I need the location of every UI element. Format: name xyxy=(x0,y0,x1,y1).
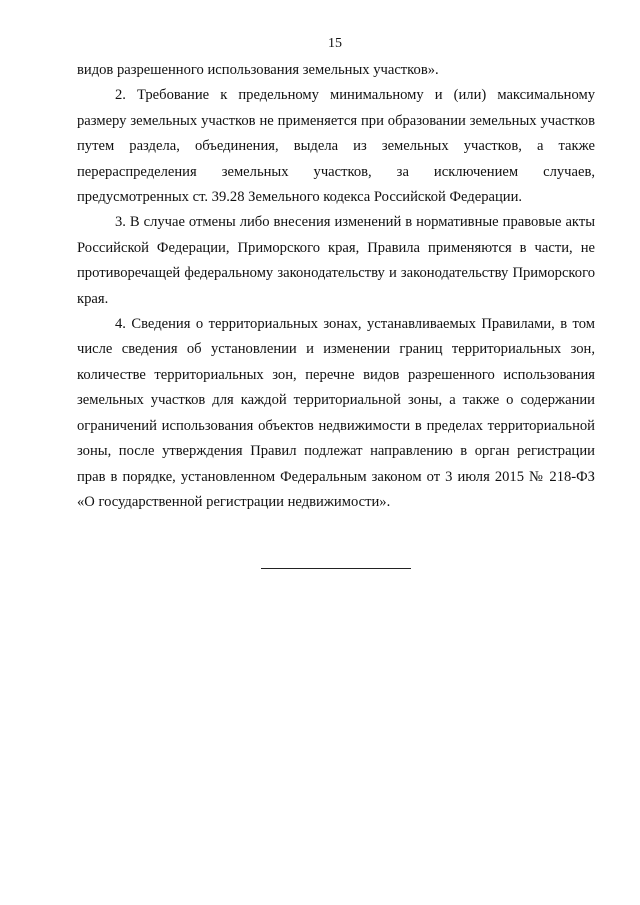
end-of-text-divider xyxy=(261,568,411,569)
paragraph-2: 2. Требование к предельному минимальному и (или) максимальному размеру земельных участков не применяется при образовании земельных участков путем раздела, объединения, выдела из земельных участков, а также перераспределения земельных участков, за исключением случаев, предусмотренных ст. 39.28 Земельного кодекса Российской Федерации. xyxy=(77,87,595,206)
paragraph-4: 4. Сведения о территориальных зонах, устанавливаемых Правилами, в том числе сведения об установлении и изменении границ территориальных зон, количестве территориальных зон, перечне видов разрешенного использования земельных участков для каждой территориальной зоны, а также о содержании ограничений использования объектов недвижимости в пределах территориальной зоны, после утверждения Правил подлежат направлению в орган регистрации прав в порядке, установленном Федеральным законом от 3 июля 2015 № 218-ФЗ «О государственной регистрации недвижимости». xyxy=(77,316,595,510)
paragraph-continuation: видов разрешенного использования земельных участков». xyxy=(77,62,439,78)
page-number: 15 xyxy=(328,36,342,51)
document-body xyxy=(77,58,595,515)
paragraph-3: 3. В случае отмены либо внесения изменений в нормативные правовые акты Российской Федерации, Приморского края, Правила применяются в части, не противоречащей федеральному законодательству и законодательству Приморского края. xyxy=(77,214,595,307)
